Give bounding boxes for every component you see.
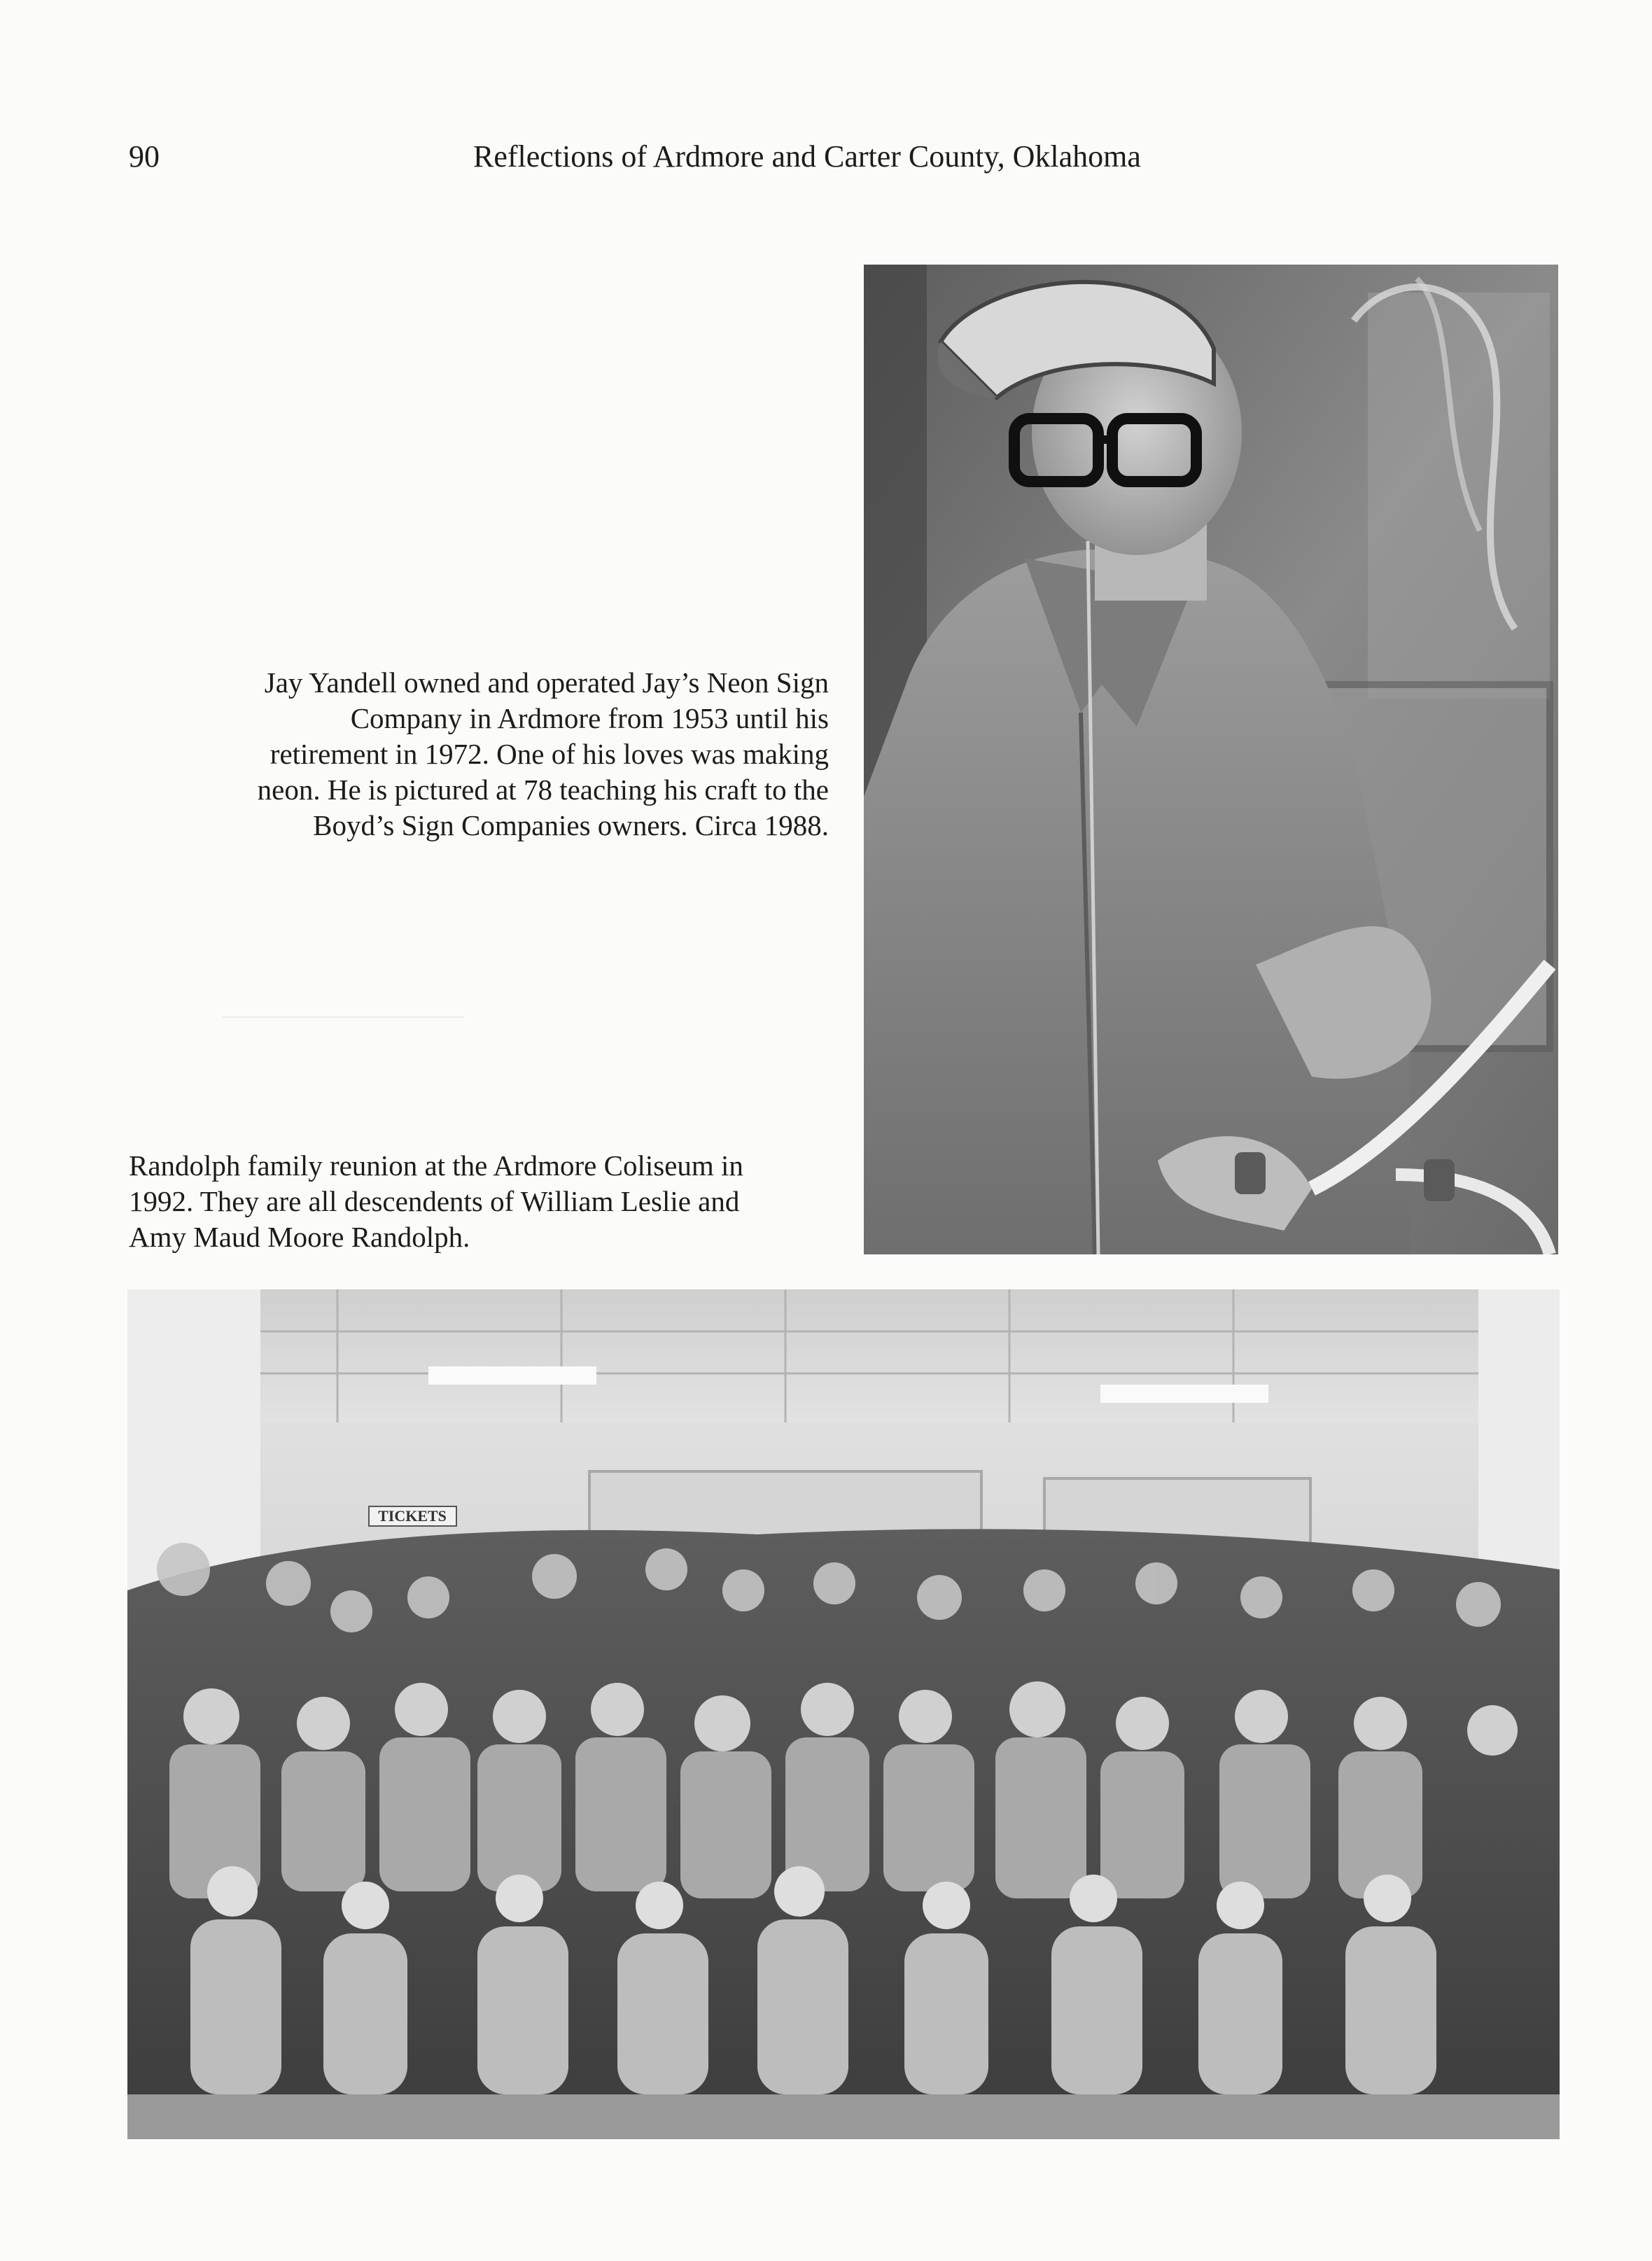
caption-line: neon. He is pictured at 78 teaching his craft to the (257, 774, 829, 806)
caption-line: 1992. They are all descendents of William Leslie and (129, 1185, 740, 1217)
tickets-sign: TICKETS (378, 1507, 447, 1525)
reunion-caption (129, 1148, 829, 1255)
portrait-photo (864, 265, 1558, 1254)
portrait-caption (133, 665, 829, 844)
page-number: 90 (129, 139, 160, 174)
reunion-photo (127, 1289, 1560, 2139)
caption-line: retirement in 1972. One of his loves was making (270, 738, 829, 770)
caption-line: Randolph family reunion at the Ardmore Coliseum in (129, 1149, 743, 1182)
caption-line: Company in Ardmore from 1953 until his (350, 702, 829, 734)
caption-line: Jay Yandell owned and operated Jay’s Neon Sign (264, 666, 829, 699)
reunion-photo-image (127, 1289, 1560, 2139)
caption-line: Amy Maud Moore Randolph. (129, 1221, 470, 1253)
faint-rule (223, 1016, 463, 1018)
portrait-photo-image (864, 265, 1558, 1254)
running-title: Reflections of Ardmore and Carter County, Oklahoma (473, 139, 1141, 174)
caption-line: Boyd’s Sign Companies owners. Circa 1988. (313, 809, 829, 841)
